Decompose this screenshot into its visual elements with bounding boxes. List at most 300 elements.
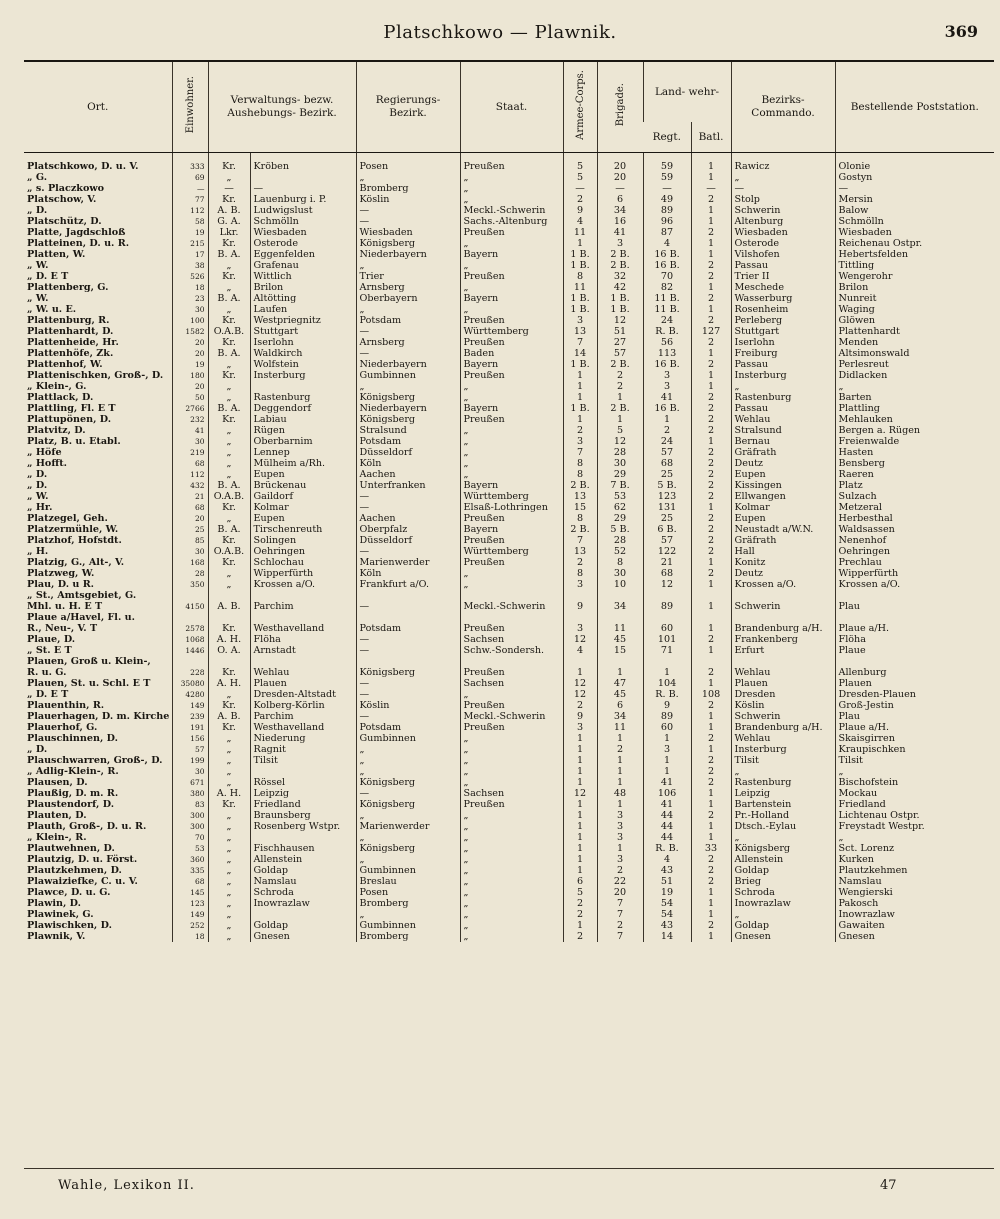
cell-verw-name: Tirschenreuth [250,524,356,535]
cell-post: Wipperfürth [835,568,994,579]
cell-verw-type [208,612,250,623]
cell-verw-type: „ [208,469,250,480]
cell-post: Plautzkehmen [835,865,994,876]
cell-verw-name: Eupen [250,469,356,480]
cell-regt: 25 [643,513,691,524]
cell-bezirks: Tilsit [731,755,835,766]
gazetteer-body [24,153,994,943]
cell-verw-type: „ [208,458,250,469]
cell-brigade: 1 [597,667,643,678]
cell-armee: 1 [563,370,597,381]
cell-ort: Plaue, D. [27,634,76,645]
cell-einwohner: 112 [172,469,208,480]
cell-armee: 7 [563,535,597,546]
cell-post: Hebertsfelden [835,249,994,260]
cell-post: Mehlauken [835,414,994,425]
cell-regt: 6 B. [643,524,691,535]
cell-verw-name: Inowrazlaw [250,898,356,909]
footer [0,1172,1000,1202]
cell-ort: Plattenberg, G. [27,282,109,293]
cell-regt: 89 [643,711,691,722]
cell-batl: 1 [691,744,731,755]
cell-einwohner: 20 [172,348,208,359]
cell-verw-name: Parchim [250,601,356,612]
cell-regierung: „ [356,260,460,271]
table-row [24,447,994,458]
cell-regt: 1 [643,667,691,678]
cell-verw-name: Grafenau [250,260,356,271]
cell-armee: 9 [563,601,597,612]
cell-post: Sct. Lorenz [835,843,994,854]
cell-armee: 1 [563,414,597,425]
cell-batl: 1 [691,678,731,689]
cell-armee [563,590,597,601]
table-row [24,623,994,634]
cell-regierung: — [356,502,460,513]
table-row [24,304,994,315]
cell-ort: Platzig, G., Alt-, V. [27,557,125,568]
cell-armee: 1 [563,810,597,821]
cell-regt: — [643,183,691,194]
cell-regt: 24 [643,436,691,447]
table-row [24,876,994,887]
cell-post: Perlesreut [835,359,994,370]
cell-bezirks: Stolp [731,194,835,205]
cell-ort: „ W. [27,491,49,502]
cell-armee: 3 [563,722,597,733]
cell-post: Metzeral [835,502,994,513]
cell-post: Didlacken [835,370,994,381]
cell-regierung: Gumbinnen [356,733,460,744]
cell-staat: „ [460,909,563,920]
cell-einwohner [172,656,208,667]
cell-regierung: Köslin [356,194,460,205]
cell-regierung: Oberbayern [356,293,460,304]
cell-einwohner: 526 [172,271,208,282]
cell-verw-name: Namslau [250,876,356,887]
cell-ort: „ W. [27,260,49,271]
cell-einwohner: 20 [172,381,208,392]
cell-ort: „ s. Placzkowo [27,183,105,194]
cell-bezirks: Rosenheim [731,304,835,315]
cell-verw-type: „ [208,304,250,315]
cell-batl: 108 [691,689,731,700]
col-batl: Batl. [691,122,731,153]
cell-post: Pakosch [835,898,994,909]
cell-einwohner: 68 [172,502,208,513]
cell-regierung: Posen [356,153,460,173]
cell-brigade: 16 [597,216,643,227]
cell-verw-type: „ [208,777,250,788]
cell-einwohner: 77 [172,194,208,205]
cell-regt: 16 B. [643,249,691,260]
cell-regierung: Bromberg [356,898,460,909]
cell-regierung: „ [356,810,460,821]
cell-staat: Württemberg [460,326,563,337]
cell-brigade: 2 [597,865,643,876]
cell-ort: Plauerhagen, D. m. Kirche [27,711,170,722]
cell-armee: 1 [563,843,597,854]
cell-brigade: 3 [597,810,643,821]
cell-batl: 2 [691,535,731,546]
cell-armee [563,656,597,667]
cell-bezirks: Gräfrath [731,535,835,546]
cell-bezirks: Goldap [731,920,835,931]
cell-post: Allenburg [835,667,994,678]
cell-bezirks: Dtsch.-Eylau [731,821,835,832]
table-row [24,205,994,216]
cell-batl: 2 [691,403,731,414]
cell-verw-type: „ [208,898,250,909]
cell-ort: Mhl. u. H. E T [27,601,103,612]
cell-regt: 59 [643,153,691,173]
cell-regt: 2 [643,425,691,436]
cell-staat: Bayern [460,359,563,370]
cell-bezirks: Allenstein [731,854,835,865]
cell-armee: 15 [563,502,597,513]
cell-post: Gostyn [835,172,994,183]
cell-staat: Preußen [460,667,563,678]
cell-armee: 12 [563,689,597,700]
cell-regt [643,656,691,667]
cell-bezirks: „ [731,172,835,183]
table-row [24,711,994,722]
cell-post: Gnesen [835,931,994,942]
cell-einwohner: 2578 [172,623,208,634]
cell-regt: 87 [643,227,691,238]
cell-verw-name: Rössel [250,777,356,788]
table-row [24,513,994,524]
cell-einwohner: 18 [172,282,208,293]
cell-staat: Sachsen [460,788,563,799]
cell-ort: Plattenhöfe, Zk. [27,348,114,359]
cell-brigade: 62 [597,502,643,513]
footer-signature: Wahle, Lexikon II. [58,1178,195,1193]
cell-regierung: — [356,348,460,359]
cell-regierung: Bromberg [356,183,460,194]
cell-bezirks: Stralsund [731,425,835,436]
cell-armee: 11 [563,282,597,293]
cell-brigade: 28 [597,447,643,458]
cell-regierung: „ [356,832,460,843]
cell-post: Tilsit [835,755,994,766]
cell-armee: 1 [563,733,597,744]
cell-verw-type: Kr. [208,700,250,711]
cell-verw-name: Dresden-Altstadt [250,689,356,700]
cell-regt: 82 [643,282,691,293]
cell-ort: Plaue a/Havel, Fl. u. [27,612,135,623]
cell-ort: Plauen, St. u. Schl. E T [27,678,151,689]
cell-regt: 44 [643,821,691,832]
cell-regt: 89 [643,601,691,612]
cell-armee: 2 [563,425,597,436]
cell-batl: 2 [691,491,731,502]
cell-brigade: 1 [597,843,643,854]
cell-einwohner: 149 [172,700,208,711]
cell-staat: „ [460,447,563,458]
cell-brigade: 5 B. [597,524,643,535]
cell-regt: 12 [643,579,691,590]
cell-post: Mersin [835,194,994,205]
table-row [24,722,994,733]
cell-staat: „ [460,865,563,876]
cell-brigade: 2 B. [597,403,643,414]
cell-einwohner: 191 [172,722,208,733]
cell-brigade: 34 [597,601,643,612]
cell-einwohner: 252 [172,920,208,931]
cell-regt: 101 [643,634,691,645]
cell-regierung: Marienwerder [356,821,460,832]
cell-batl: 2 [691,469,731,480]
cell-post: Bischofstein [835,777,994,788]
col-verwaltung: Verwaltungs- bezw. Aushebungs- Bezirk. [208,61,356,153]
cell-bezirks: Kissingen [731,480,835,491]
cell-einwohner: 145 [172,887,208,898]
cell-batl: 2 [691,425,731,436]
cell-post: Altsimonswald [835,348,994,359]
cell-staat: Preußen [460,722,563,733]
cell-einwohner: 25 [172,524,208,535]
cell-regt: 59 [643,172,691,183]
cell-batl: 1 [691,711,731,722]
cell-staat: Baden [460,348,563,359]
cell-regierung: — [356,711,460,722]
cell-regierung [356,612,460,623]
cell-ort: Platteinen, D. u. R. [27,238,130,249]
cell-armee: — [563,183,597,194]
cell-ort: Plawischken, D. [27,920,112,931]
cell-ort: Plattenheide, Hr. [27,337,119,348]
cell-einwohner: 20 [172,337,208,348]
cell-verw-type: „ [208,359,250,370]
cell-einwohner: 219 [172,447,208,458]
cell-batl: 1 [691,821,731,832]
cell-batl: 2 [691,337,731,348]
cell-bezirks: Wasserburg [731,293,835,304]
table-row [24,645,994,656]
cell-brigade: 1 [597,766,643,777]
cell-bezirks: Osterode [731,238,835,249]
cell-regt: 9 [643,700,691,711]
cell-bezirks: Brandenburg a/H. [731,623,835,634]
cell-einwohner: 58 [172,216,208,227]
cell-ort: Platz, B. u. Etabl. [27,436,121,447]
cell-ort: Platzhof, Hofstdt. [27,535,122,546]
cell-einwohner: 21 [172,491,208,502]
cell-armee: 4 [563,216,597,227]
cell-post: — [835,183,994,194]
cell-regt: 104 [643,678,691,689]
table-row [24,667,994,678]
cell-einwohner: 68 [172,876,208,887]
cell-batl: 2 [691,458,731,469]
cell-armee: 1 [563,854,597,865]
cell-einwohner: 199 [172,755,208,766]
table-row [24,777,994,788]
cell-armee: 1 [563,755,597,766]
cell-verw-name: Eupen [250,513,356,524]
cell-batl: 1 [691,502,731,513]
cell-staat: „ [460,568,563,579]
cell-verw-name: Gnesen [250,931,356,942]
cell-regt: 14 [643,931,691,942]
cell-staat: „ [460,392,563,403]
cell-ort: Plauen, Groß u. Klein-, [27,656,151,667]
cell-verw-type: B. A. [208,480,250,491]
cell-ort: Plauth, Groß-, D. u. R. [27,821,147,832]
cell-brigade: 6 [597,194,643,205]
cell-armee: 3 [563,579,597,590]
cell-staat: „ [460,931,563,942]
cell-regierung: „ [356,172,460,183]
cell-post: Balow [835,205,994,216]
cell-brigade: 41 [597,227,643,238]
table-row [24,810,994,821]
cell-ort: Plattling, Fl. E T [27,403,116,414]
cell-verw-type: „ [208,447,250,458]
cell-armee: 1 [563,777,597,788]
cell-verw-type: „ [208,744,250,755]
cell-brigade: 47 [597,678,643,689]
cell-brigade: 2 [597,370,643,381]
cell-verw-type: Kr. [208,557,250,568]
table-row [24,282,994,293]
cell-armee: 13 [563,546,597,557]
cell-regierung: Arnsberg [356,282,460,293]
cell-ort: „ Klein-, R. [27,832,87,843]
cell-brigade: 20 [597,887,643,898]
cell-regierung: „ [356,755,460,766]
cell-brigade: 2 [597,381,643,392]
cell-verw-type: — [208,183,250,194]
cell-einwohner: 228 [172,667,208,678]
cell-einwohner: 300 [172,810,208,821]
cell-einwohner: 100 [172,315,208,326]
cell-einwohner: — [172,183,208,194]
cell-post: Namslau [835,876,994,887]
cell-armee: 3 [563,436,597,447]
cell-post: Sulzach [835,491,994,502]
cell-regt: 44 [643,810,691,821]
cell-einwohner: 1068 [172,634,208,645]
cell-verw-name: Lauenburg i. P. [250,194,356,205]
cell-einwohner: 360 [172,854,208,865]
cell-batl: 1 [691,348,731,359]
cell-batl: 1 [691,370,731,381]
cell-armee: 1 B. [563,260,597,271]
cell-staat: „ [460,282,563,293]
cell-post [835,656,994,667]
cell-regierung: Köln [356,568,460,579]
cell-armee: 1 [563,832,597,843]
cell-verw-name: Arnstadt [250,645,356,656]
cell-staat: „ [460,733,563,744]
cell-verw-type: B. A. [208,293,250,304]
cell-einwohner: 180 [172,370,208,381]
cell-batl: 2 [691,414,731,425]
cell-regt: 1 [643,755,691,766]
cell-ort: „ H. [27,546,49,557]
cell-staat: „ [460,260,563,271]
cell-batl: 1 [691,238,731,249]
cell-verw-name: Wittlich [250,271,356,282]
cell-bezirks: Perleberg [731,315,835,326]
cell-brigade: 7 B. [597,480,643,491]
cell-verw-name [250,381,356,392]
cell-regt: 4 [643,238,691,249]
cell-einwohner: 68 [172,458,208,469]
cell-brigade: 20 [597,172,643,183]
cell-bezirks: Insterburg [731,370,835,381]
col-landwehr: Land- wehr- [643,61,731,122]
cell-armee: 2 [563,194,597,205]
cell-verw-name: Altötting [250,293,356,304]
table-row [24,260,994,271]
cell-staat: Preußen [460,557,563,568]
cell-einwohner: 168 [172,557,208,568]
cell-regierung: Breslau [356,876,460,887]
cell-batl: 2 [691,359,731,370]
cell-einwohner: 38 [172,260,208,271]
cell-regt: 56 [643,337,691,348]
cell-regt: 49 [643,194,691,205]
cell-verw-name: Westhavelland [250,722,356,733]
cell-brigade: — [597,183,643,194]
table-row [24,337,994,348]
cell-staat: Bayern [460,293,563,304]
table-row [24,348,994,359]
cell-batl: 2 [691,568,731,579]
cell-verw-type: „ [208,832,250,843]
cell-verw-type: „ [208,810,250,821]
cell-ort: „ D. [27,469,48,480]
cell-batl: 1 [691,249,731,260]
cell-regierung: Düsseldorf [356,447,460,458]
cell-staat: Preußen [460,227,563,238]
footer-sheet-number: 47 [880,1178,897,1193]
cell-post: Hasten [835,447,994,458]
cell-einwohner: 4150 [172,601,208,612]
cell-ort: „ D. E T [27,271,69,282]
cell-batl: 1 [691,909,731,920]
cell-verw-name: Tilsit [250,755,356,766]
cell-bezirks: Krossen a/O. [731,579,835,590]
cell-regierung: „ [356,766,460,777]
cell-brigade: 12 [597,436,643,447]
cell-brigade: 52 [597,546,643,557]
cell-regt: 43 [643,920,691,931]
cell-einwohner: 83 [172,799,208,810]
cell-einwohner: 18 [172,931,208,942]
cell-verw-name [250,766,356,777]
cell-brigade: 27 [597,337,643,348]
cell-verw-name: Solingen [250,535,356,546]
table-row [24,172,994,183]
cell-batl: 2 [691,755,731,766]
cell-regierung: Stralsund [356,425,460,436]
col-bestellende: Bestellende Poststation. [835,61,994,153]
cell-post: Freystadt Westpr. [835,821,994,832]
cell-regt: 54 [643,898,691,909]
cell-regierung: Königsberg [356,392,460,403]
table-row [24,744,994,755]
cell-regt: 89 [643,205,691,216]
cell-brigade: 57 [597,348,643,359]
cell-staat: „ [460,777,563,788]
page-number: 369 [944,22,978,41]
cell-batl: 2 [691,315,731,326]
cell-regierung: Frankfurt a/O. [356,579,460,590]
